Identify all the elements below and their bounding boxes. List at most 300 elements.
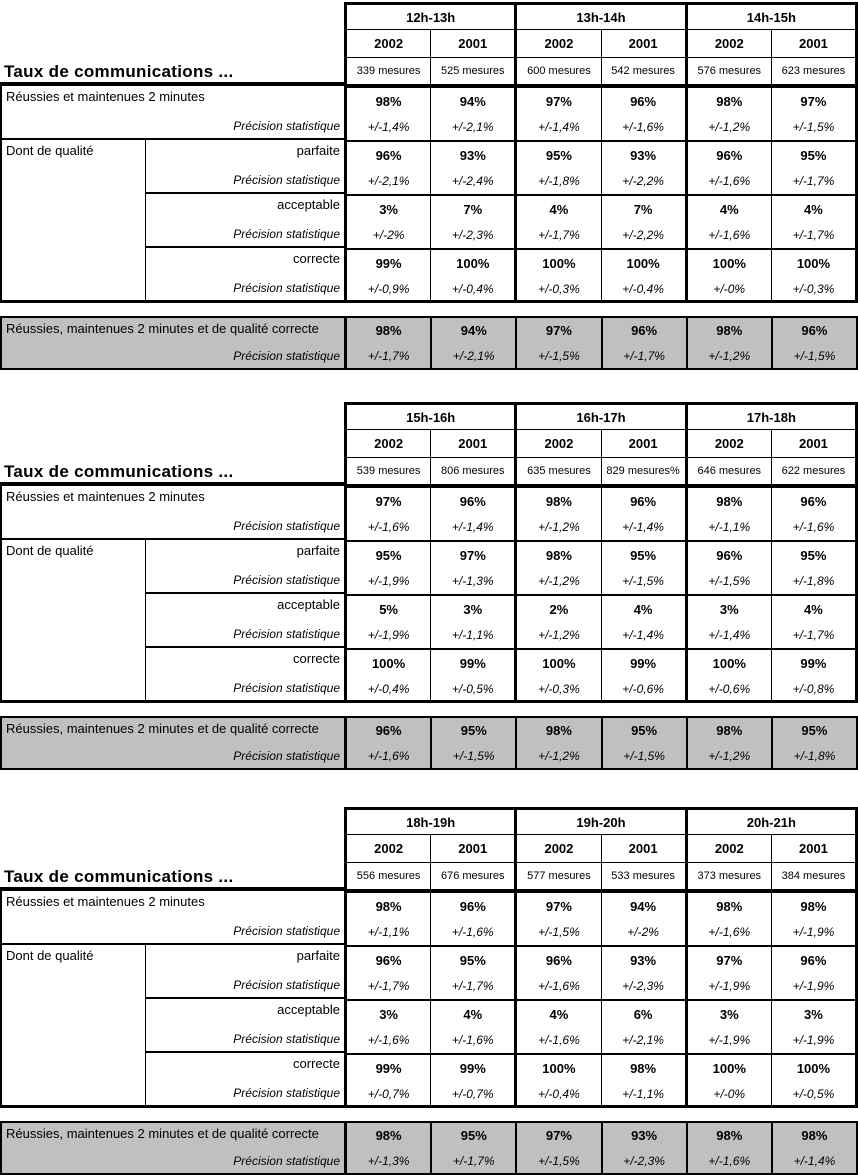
parfaite-values-row [347,142,855,194]
stat-precision: +/-1,7% [792,228,835,242]
parfaite-values-row [347,947,855,999]
stat-value: 95% [375,547,402,563]
stat-value: 100% [796,1060,831,1076]
stat-precision: +/-1,6% [451,1033,494,1047]
stat-value: 94% [459,93,486,109]
time-range-cell: 17h-18h [685,405,855,429]
stat-value: 3% [379,201,398,217]
stat-cell [430,142,514,194]
stat-cell [430,250,514,302]
stat-precision: +/-1,9% [792,1033,835,1047]
stat-value: 95% [459,952,486,968]
precision-label: Précision statistique [233,573,340,587]
year-header-row [347,430,855,458]
stat-precision: +/-2,4% [451,174,494,188]
stat-precision: +/-1,5% [538,925,580,939]
quality-section [2,540,344,700]
stat-precision: +/-1,2% [538,520,580,534]
stat-precision: +/-1,1% [367,925,410,939]
stat-precision: +/-1,4% [708,628,751,642]
stat-value: 98% [630,1060,657,1076]
stat-cell [347,893,430,945]
stat-cell [685,88,771,140]
stat-value: 96% [716,147,743,163]
parfaite-label: parfaite [296,948,340,963]
stat-value: 96% [459,898,486,914]
dont-de-qualite-label: Dont de qualité [2,540,146,700]
summary-value: 95% [801,723,828,738]
summary-stat-cell [601,1123,686,1173]
stat-cell [685,650,771,702]
table-title: Taux de communications ... [4,462,234,481]
mesures-cell: 646 mesures [685,458,771,484]
stat-value: 96% [630,93,657,109]
stat-cell [685,1055,771,1107]
table-title: Taux de communications ... [4,867,234,886]
reussies-label-row [2,486,344,538]
mesures-cell: 829 mesures% [601,458,685,484]
mesures-row [347,863,855,889]
summary-stat-cell [430,318,515,368]
stat-precision: +/-1,6% [792,520,835,534]
year-cell: 2002 [514,430,600,457]
parfaite-values-row [347,542,855,594]
stat-cell [771,142,855,194]
dont-de-qualite-label: Dont de qualité [2,945,146,1105]
year-cell: 2001 [601,430,685,457]
year-cell: 2002 [374,436,404,451]
stat-precision: +/-0,5% [792,1087,835,1101]
stat-precision: +/-0,6% [708,682,751,696]
reussies-label: Réussies et maintenues 2 minutes [6,894,205,909]
stat-precision: +/-1,5% [792,120,835,134]
stat-value: 100% [542,655,576,671]
stat-value: 93% [459,147,486,163]
stat-precision: +/-1,6% [708,925,751,939]
precision-label: Précision statistique [233,1032,340,1046]
year-cell: 2002 [514,835,600,862]
summary-value: 95% [460,1128,487,1143]
reussies-label: Réussies et maintenues 2 minutes [6,489,205,504]
stat-cell [685,196,771,248]
stat-cell [685,542,771,594]
acceptable-values-row [347,1001,855,1053]
stat-cell [430,1001,514,1053]
summary-value: 95% [460,723,487,738]
stat-precision: +/-1,6% [708,174,751,188]
mesures-cell: 622 mesures [771,458,855,484]
stat-precision: +/-0,7% [367,1087,410,1101]
stat-precision: +/-2,3% [451,228,494,242]
acceptable-values-row [347,196,855,248]
stat-cell [347,596,430,648]
stat-cell [771,196,855,248]
summary-bar [0,716,858,770]
summary-precision: +/-1,2% [708,348,751,363]
stat-value: 98% [545,547,572,563]
stat-precision: +/-0,3% [538,282,580,296]
stat-cell [430,947,514,999]
time-header-row [347,405,855,430]
stat-precision: +/-0,3% [538,682,580,696]
summary-value: 98% [716,323,743,338]
stat-value: 96% [375,147,402,163]
stat-cell [601,542,685,594]
summary-label-cell [2,1123,344,1173]
stat-value: 96% [800,952,827,968]
summary-precision: +/-1,3% [367,1153,410,1168]
quality-section [2,140,344,300]
summary-value: 97% [545,1128,572,1143]
stat-cell [430,88,514,140]
summary-value: 98% [716,1128,743,1143]
stat-precision: +/-0,7% [451,1087,494,1101]
stat-cell [601,650,685,702]
stat-value: 96% [375,952,402,968]
acceptable-label: acceptable [277,597,340,612]
correcte-label-row [146,248,344,300]
summary-label: Réussies, maintenues 2 minutes et de qualité correcte [6,1126,319,1141]
stat-precision: +/-2,1% [367,174,410,188]
reussies-label: Réussies et maintenues 2 minutes [6,89,205,104]
stat-cell [514,893,600,945]
year-cell: 2001 [601,835,685,862]
stat-precision: +/-1,9% [367,574,410,588]
stat-precision: +/-1,8% [538,174,580,188]
stat-precision: +/-1,1% [451,628,494,642]
stat-value: 4% [804,601,823,617]
stat-cell [347,1055,430,1107]
stat-precision: +/-1,7% [367,979,410,993]
stat-cell [347,250,430,302]
summary-precision: +/-1,5% [538,348,580,363]
summary-stat-cell [601,718,686,768]
stat-cell [347,650,430,702]
summary-label-cell [2,718,344,768]
parfaite-label-row [146,140,344,192]
summary-precision: +/-1,7% [623,348,665,363]
stat-precision: +/-1,9% [792,925,835,939]
summary-label: Réussies, maintenues 2 minutes et de qualité correcte [6,721,319,736]
mesures-row [347,458,855,484]
stat-value: 97% [375,493,402,509]
stat-precision: +/-2,2% [622,228,664,242]
stat-value: 4% [804,201,823,217]
stat-precision: +/-1,6% [367,1033,410,1047]
stat-precision: +/-0,4% [538,1087,580,1101]
stat-value: 4% [549,1006,569,1022]
acceptable-label: acceptable [277,1002,340,1017]
stat-cell [347,488,430,540]
summary-precision: +/-2,3% [623,1153,665,1168]
stat-value: 3% [804,1006,823,1022]
acceptable-label-row [146,999,344,1051]
acceptable-label: acceptable [277,197,340,212]
summary-precision: +/-1,5% [793,348,836,363]
stat-value: 99% [630,655,657,671]
summary-stat-cell [686,1123,771,1173]
mesures-cell: 576 mesures [685,58,771,84]
stat-cell [685,1001,771,1053]
stat-precision: +/-0,5% [451,682,494,696]
stat-value: 93% [630,147,657,163]
stat-precision: +/-1,6% [708,228,751,242]
summary-stat-cell [771,318,856,368]
stat-cell [347,1001,430,1053]
summary-value: 95% [631,723,658,738]
summary-value: 97% [545,323,572,338]
stat-value: 98% [716,493,743,509]
stat-cell [430,893,514,945]
stat-precision: +/-1,6% [622,120,664,134]
stat-cell [430,488,514,540]
summary-precision: +/-1,2% [708,748,751,763]
stat-cell [771,1055,855,1107]
stat-cell [601,1001,685,1053]
stat-value: 98% [375,898,402,914]
table-bottom-border [0,300,858,303]
table-bottom-border [0,1105,858,1108]
data-grid [344,807,858,1107]
precision-label: Précision statistique [233,627,340,641]
stat-precision: +/-1,4% [367,120,410,134]
stat-value: 5% [379,601,398,617]
year-cell: 2001 [771,430,855,457]
summary-stat-cell [430,1123,515,1173]
reussies-label-row [2,86,344,138]
correcte-values-row [347,250,855,302]
stat-cell [347,88,430,140]
mesures-row [347,58,855,84]
row-labels-panel [0,486,344,700]
stat-value: 2% [549,601,569,617]
dont-de-qualite-label: Dont de qualité [2,140,146,300]
stat-precision: +/-0,4% [367,682,410,696]
stat-value: 100% [712,1060,746,1076]
stat-value: 95% [800,547,827,563]
summary-bar [0,316,858,370]
year-header-row [347,835,855,863]
stat-value: 95% [800,147,827,163]
stat-cell [514,596,600,648]
data-grid [344,2,858,302]
table-bottom-border [0,700,858,703]
stat-precision: +/-0,4% [622,282,664,296]
summary-precision: +/-1,5% [623,748,665,763]
summary-stat-cell [515,318,600,368]
time-range-cell: 12h-13h [406,9,456,25]
year-cell: 2002 [374,36,404,51]
stat-precision: +/-2,3% [622,979,664,993]
stat-precision: +/-1,6% [367,520,410,534]
time-range-cell: 18h-19h [406,814,456,830]
parfaite-label: parfaite [296,143,340,158]
year-cell: 2002 [685,835,771,862]
acceptable-label-row [146,194,344,246]
stat-value: 3% [719,601,739,617]
stat-precision: +/-1,3% [451,574,494,588]
parfaite-label: parfaite [296,543,340,558]
stat-cell [514,650,600,702]
precision-label: Précision statistique [233,349,340,363]
stat-value: 100% [712,255,746,271]
summary-value: 98% [801,1128,828,1143]
quality-section [2,945,344,1105]
summary-value: 98% [375,1128,402,1143]
reussies-values-row [347,893,855,945]
stat-precision: +/-0,8% [792,682,835,696]
acceptable-label-row [146,594,344,646]
stat-value: 99% [375,255,402,271]
stat-precision: +/-1,6% [451,925,494,939]
mesures-cell: 676 mesures [430,863,514,889]
stat-cell [514,250,600,302]
stat-precision: +/-0,4% [451,282,494,296]
stat-precision: +/-1,4% [622,520,664,534]
stat-value: 97% [459,547,486,563]
summary-precision: +/-1,2% [538,748,580,763]
summary-values-row [344,1123,856,1173]
year-header-row [347,30,855,58]
stat-precision: +/-1,2% [538,628,580,642]
mesures-cell: 806 mesures [430,458,514,484]
stat-value: 95% [545,147,572,163]
year-cell: 2001 [771,30,855,57]
time-range-cell: 13h-14h [514,5,684,29]
precision-label: Précision statistique [233,978,340,992]
stat-precision: +/-1,9% [708,979,751,993]
summary-stat-cell [344,318,430,368]
precision-label: Précision statistique [233,924,340,938]
mesures-cell: 542 mesures [601,58,685,84]
mesures-cell: 577 mesures [514,863,600,889]
correcte-label: correcte [293,1056,340,1071]
summary-stat-cell [686,318,771,368]
year-cell: 2002 [685,30,771,57]
summary-precision: +/-1,5% [538,1153,580,1168]
stat-value: 4% [549,201,569,217]
summary-values-row [344,718,856,768]
stat-value: 100% [796,255,831,271]
stat-value: 94% [630,898,657,914]
mesures-cell: 600 mesures [514,58,600,84]
stat-cell [430,1055,514,1107]
stat-cell [430,542,514,594]
stat-value: 3% [463,601,483,617]
stat-precision: +/-0,9% [367,282,410,296]
year-cell: 2002 [374,841,404,856]
mesures-cell: 623 mesures [771,58,855,84]
stat-precision: +/-1,7% [538,228,580,242]
time-range-cell: 20h-21h [685,810,855,834]
stat-value: 98% [716,93,743,109]
stat-precision: +/-1,9% [792,979,835,993]
stat-value: 95% [630,547,657,563]
precision-label: Précision statistique [233,281,340,295]
time-range-cell: 19h-20h [514,810,684,834]
stat-value: 7% [463,201,483,217]
stat-precision: +/-2% [372,228,405,242]
year-cell: 2001 [430,30,514,57]
stat-value: 99% [800,655,827,671]
stat-value: 100% [542,1060,576,1076]
correcte-values-row [347,650,855,702]
precision-label: Précision statistique [233,681,340,695]
stat-cell [771,1001,855,1053]
stat-cell [514,542,600,594]
stat-cell [601,88,685,140]
stat-value: 98% [716,898,743,914]
stat-cell [685,596,771,648]
stat-precision: +/-1,9% [367,628,410,642]
stat-cell [771,893,855,945]
stat-precision: +/-1,8% [792,574,835,588]
mesures-cell: 373 mesures [685,863,771,889]
stat-value: 4% [633,601,653,617]
stat-value: 7% [633,201,653,217]
year-cell: 2001 [601,30,685,57]
summary-precision: +/-2,1% [452,348,495,363]
reussies-values-row [347,488,855,540]
stat-cell [771,650,855,702]
year-cell: 2001 [771,835,855,862]
stat-precision: +/-1,4% [451,520,494,534]
summary-stat-cell [686,718,771,768]
summary-value: 98% [716,723,743,738]
summary-stat-cell [515,718,600,768]
stat-cell [601,596,685,648]
stat-cell [685,142,771,194]
table-title: Taux de communications ... [4,62,234,81]
reussies-label-row [2,891,344,943]
year-cell: 2001 [430,430,514,457]
summary-precision: +/-1,6% [367,748,410,763]
stat-precision: +/-1,7% [792,628,835,642]
mesures-cell: 384 mesures [771,863,855,889]
time-header-row [347,5,855,30]
stat-cell [514,88,600,140]
reussies-values-row [347,88,855,140]
stat-value: 3% [719,1006,739,1022]
stat-precision: +/-1,4% [538,120,580,134]
row-labels-panel [0,86,344,300]
summary-precision: +/-1,7% [367,348,410,363]
stat-value: 98% [800,898,827,914]
precision-label: Précision statistique [233,119,340,133]
stat-precision: +/-1,9% [708,1033,751,1047]
stat-value: 97% [545,93,572,109]
stat-cell [514,1055,600,1107]
parfaite-label-row [146,540,344,592]
stat-value: 4% [719,201,739,217]
time-range-cell: 14h-15h [685,5,855,29]
stat-value: 96% [800,493,827,509]
summary-value: 96% [801,323,828,338]
stat-cell [347,947,430,999]
stat-precision: +/-0,3% [792,282,835,296]
stat-cell [347,542,430,594]
stat-value: 100% [542,255,576,271]
stat-value: 100% [371,655,406,671]
time-range-cell: 15h-16h [406,409,456,425]
stat-precision: +/-1,5% [708,574,751,588]
stat-cell [430,196,514,248]
row-labels-panel [0,891,344,1105]
stat-cell [771,542,855,594]
summary-label: Réussies, maintenues 2 minutes et de qualité correcte [6,321,319,336]
stat-value: 97% [716,952,743,968]
stat-value: 93% [630,952,657,968]
